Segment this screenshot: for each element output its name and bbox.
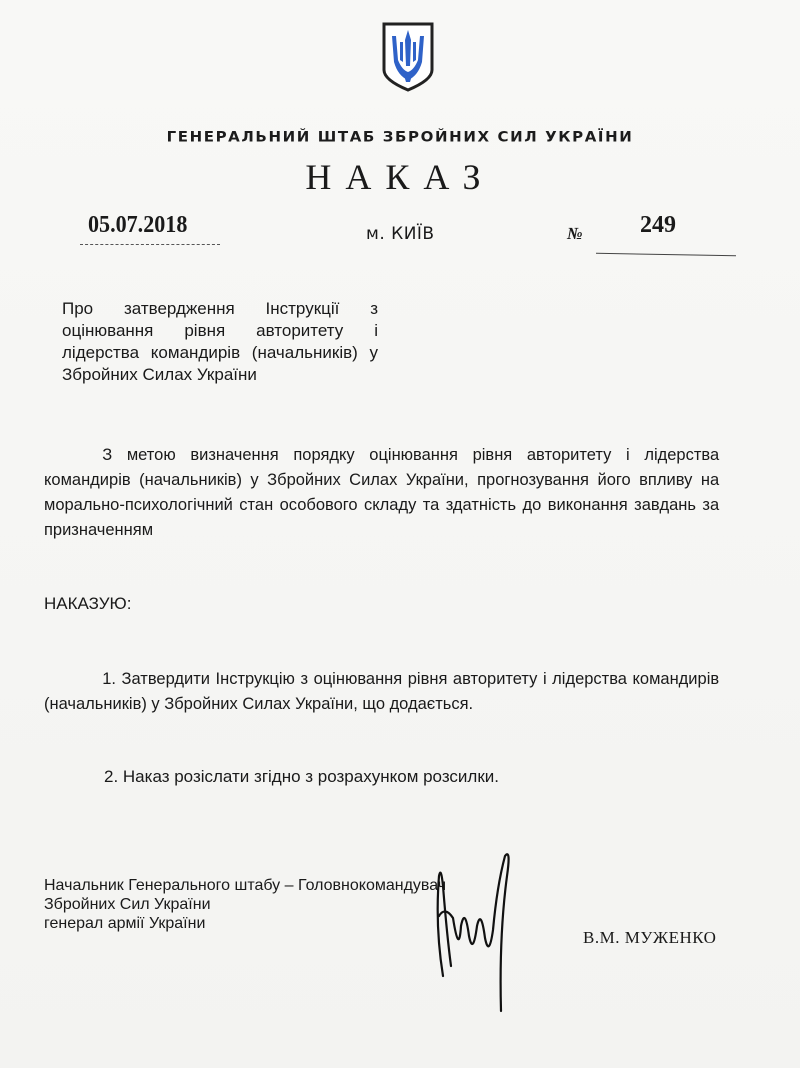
document-number: 249 bbox=[640, 212, 676, 238]
signatory-position-line: Збройних Сил України bbox=[44, 896, 211, 913]
signatory-position-line: генерал армії України bbox=[44, 915, 206, 932]
date-underline bbox=[80, 244, 220, 245]
number-sign: № bbox=[567, 224, 583, 243]
document-title: НАКАЗ bbox=[305, 157, 495, 197]
number-underline bbox=[596, 253, 736, 256]
organization-name: ГЕНЕРАЛЬНИЙ ШТАБ ЗБРОЙНИХ СИЛ УКРАЇНИ bbox=[166, 128, 634, 146]
order-word: НАКАЗУЮ: bbox=[44, 594, 132, 613]
signatory-name: В.М. МУЖЕНКО bbox=[583, 928, 717, 947]
preamble-paragraph: З метою визначення порядку оцінювання рівня авторитету і лідерства командирів (начальників) у Збройних Силах України, прогнозування його впливу на морально-психологічний стан особового складу та здатність до виконання завдань за призначенням bbox=[44, 445, 720, 539]
document-date: 05.07.2018 bbox=[88, 212, 188, 238]
order-item-1: 1. Затвердити Інструкцію з оцінювання рівня авторитету і лідерства командирів (начальників) у Збройних Силах України, що додається. bbox=[44, 669, 720, 713]
signatory-position bbox=[44, 876, 446, 933]
document-city: м. КИЇВ bbox=[366, 224, 435, 244]
signatory-position-line: Начальник Генерального штабу – Головнокомандувач bbox=[44, 877, 447, 894]
document-subject: Про затвердження Інструкції з оцінювання рівня авторитету і лідерства командирів (начальників) у Збройних Силах України bbox=[62, 299, 378, 384]
ukraine-trident-emblem-icon bbox=[378, 20, 438, 94]
handwritten-signature bbox=[425, 846, 520, 1016]
order-item-2: 2. Наказ розіслати згідно з розрахунком розсилки. bbox=[104, 767, 499, 786]
